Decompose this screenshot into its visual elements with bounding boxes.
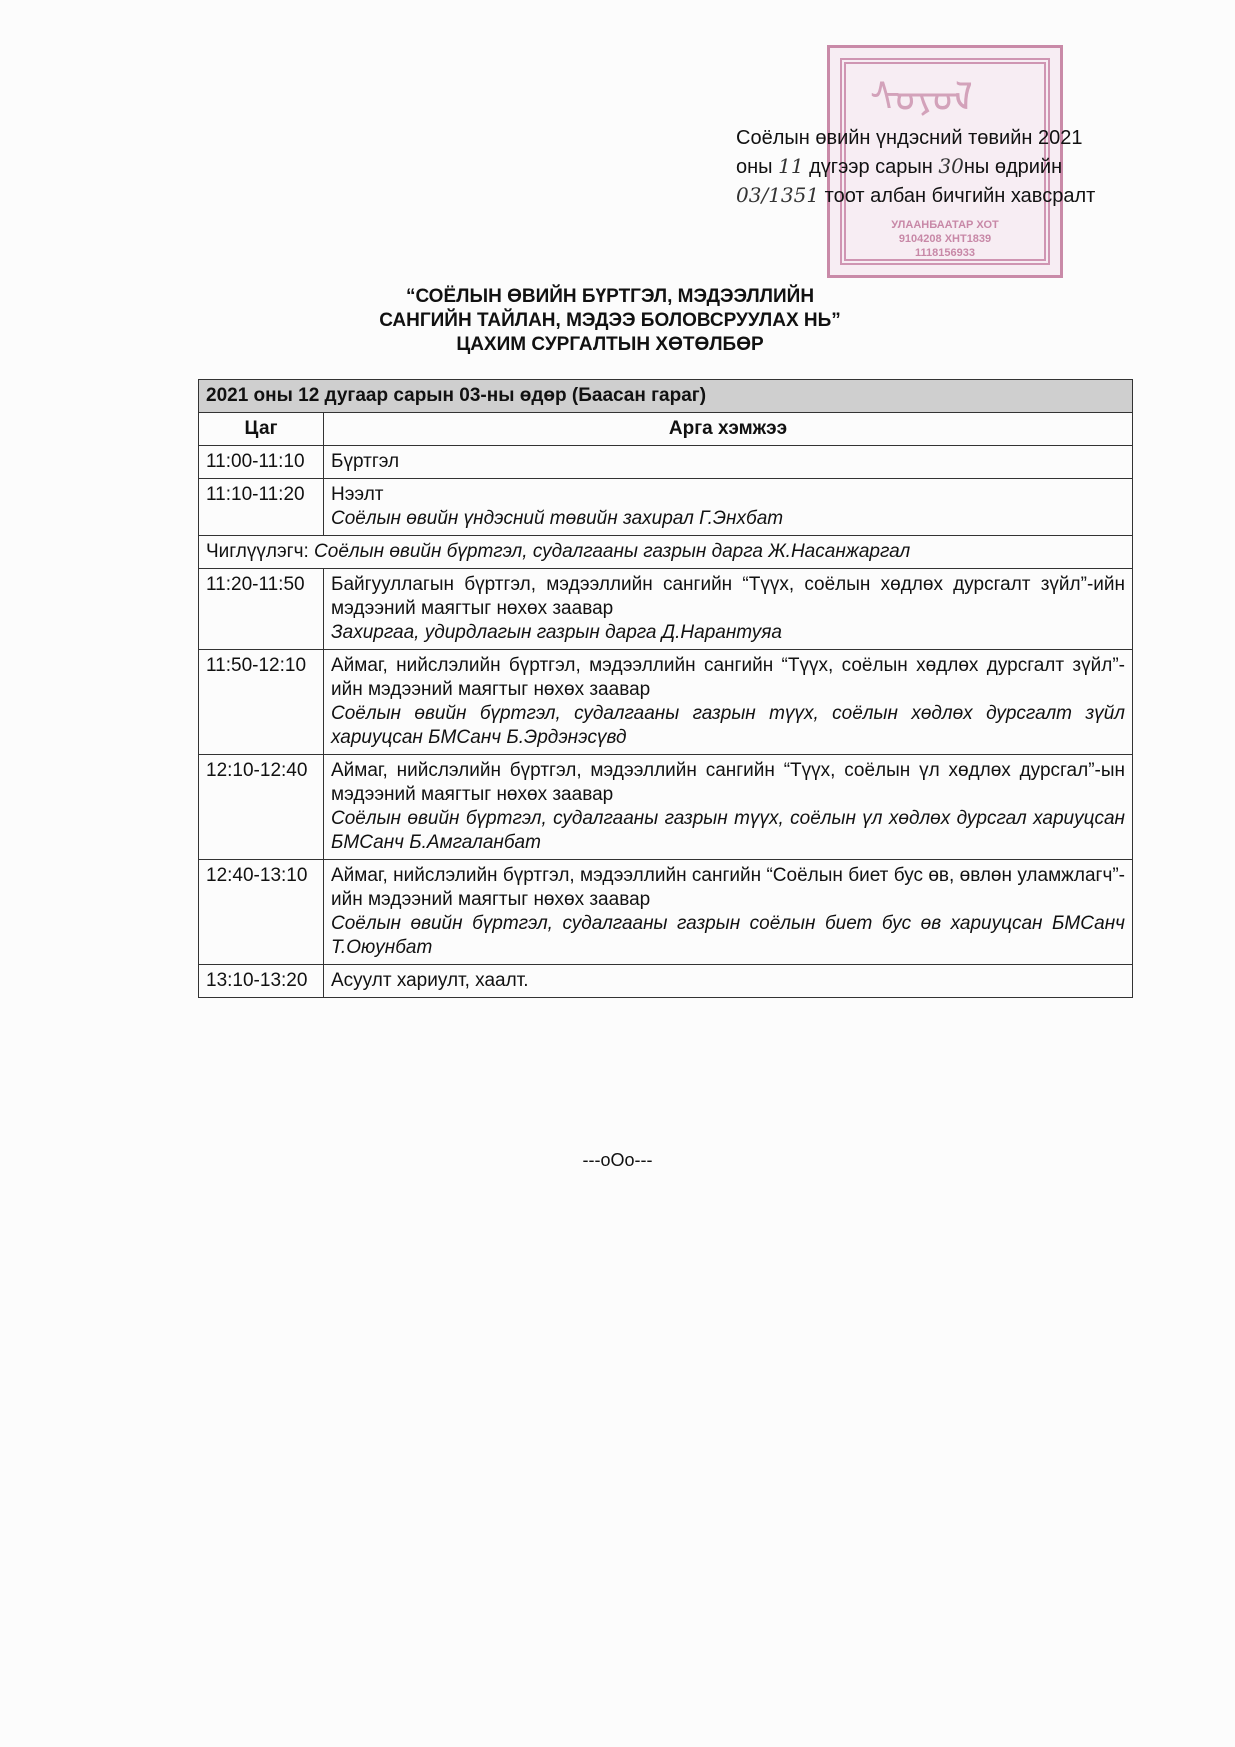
- row-time: 12:40-13:10: [199, 860, 324, 965]
- column-header-row: [199, 413, 1133, 446]
- handwritten-month: 11: [778, 154, 804, 178]
- attachment-note: [736, 124, 1156, 210]
- row-time: 13:10-13:20: [199, 965, 324, 998]
- table-row: [199, 446, 1133, 479]
- table-row: [199, 965, 1133, 998]
- activity-speaker: Соёлын өвийн бүртгэл, судалгааны газрын соёлын биет бус өв хариуцсан БМСанч Т.Оюунбат: [331, 913, 1125, 958]
- row-time: 11:00-11:10: [199, 446, 324, 479]
- row-time: 12:10-12:40: [199, 755, 324, 860]
- stamp-line-reg: 9104208 ХНТ1839: [898, 233, 992, 245]
- activity-speaker: Соёлын өвийн үндэсний төвийн захирал Г.Энхбат: [331, 508, 784, 529]
- table-row: [199, 860, 1133, 965]
- activity-title: Нээлт: [331, 484, 384, 505]
- column-header-activity: Арга хэмжээ: [324, 413, 1133, 446]
- note-text: ны өдрийн: [963, 156, 1063, 178]
- row-time: 11:10-11:20: [199, 479, 324, 536]
- stamp-line-id: 1118156933: [915, 247, 975, 259]
- activity-speaker: Захиргаа, удирдлагын газрын дарга Д.Нарантуяа: [331, 622, 782, 643]
- stamp-mongol-script: ᠰᠣᠶᠣᠯ: [870, 75, 973, 121]
- moderator-row: [199, 536, 1133, 569]
- row-activity: [324, 755, 1133, 860]
- moderator-cell: [199, 536, 1133, 569]
- table-row: [199, 479, 1133, 536]
- handwritten-letter-number: 03/1351: [736, 183, 820, 207]
- table-row: [199, 569, 1133, 650]
- schedule-table: [198, 379, 1133, 998]
- table-row: [199, 755, 1133, 860]
- note-line-2: [736, 152, 1156, 181]
- note-text: оны: [736, 156, 779, 178]
- title-line-2: САНГИЙН ТАЙЛАН, МЭДЭЭ БОЛОВСРУУЛАХ НЬ”: [379, 310, 841, 331]
- title-line-1: “СОЁЛЫН ӨВИЙН БҮРТГЭЛ, МЭДЭЭЛЛИЙН: [405, 286, 815, 307]
- row-activity: [324, 479, 1133, 536]
- activity-title: Аймаг, нийслэлийн бүртгэл, мэдээллийн сангийн “Түүх, соёлын үл хөдлөх дурсгал”-ын мэдээний маягтыг нөхөх заавар: [331, 760, 1125, 805]
- document-title: [240, 285, 980, 357]
- table-row: [199, 650, 1133, 755]
- activity-title: Байгууллагын бүртгэл, мэдээллийн сангийн “Түүх, соёлын хөдлөх дурсгалт зүйл”-ийн мэдээний маягтыг нөхөх заавар: [331, 574, 1125, 619]
- activity-title: Асуулт хариулт, хаалт.: [331, 970, 529, 991]
- row-time: 11:50-12:10: [199, 650, 324, 755]
- activity-title: Бүртгэл: [331, 451, 400, 472]
- day-label: 2021 оны 12 дугаар сарын 03-ны өдөр (Баасан гараг): [199, 380, 1133, 413]
- activity-speaker: Соёлын өвийн бүртгэл, судалгааны газрын түүх, соёлын хөдлөх дурсгалт зүйл хариуцсан БМСанч Б.Эрдэнэсүвд: [331, 703, 1125, 748]
- row-time: 11:20-11:50: [199, 569, 324, 650]
- row-activity: [324, 650, 1133, 755]
- row-activity: [324, 860, 1133, 965]
- note-line-1: Соёлын өвийн үндэсний төвийн 2021: [736, 127, 1083, 149]
- day-header-row: [199, 380, 1133, 413]
- activity-title: Аймаг, нийслэлийн бүртгэл, мэдээллийн сангийн “Түүх, соёлын хөдлөх дурсгалт зүйл”-ийн мэдээний маягтыг нөхөх заавар: [331, 655, 1125, 700]
- note-text: тоот албан бичгийн хавсралт: [819, 185, 1096, 207]
- activity-speaker: Соёлын өвийн бүртгэл, судалгааны газрын түүх, соёлын үл хөдлөх дурсгал хариуцсан БМСанч Б.Амгаланбат: [331, 808, 1125, 853]
- row-activity: [324, 446, 1133, 479]
- moderator-name: Соёлын өвийн бүртгэл, судалгааны газрын дарга Ж.Насанжаргал: [314, 541, 911, 562]
- note-line-3: [736, 181, 1156, 210]
- stamp-line-city: УЛААНБААТАР ХОТ: [891, 219, 999, 231]
- moderator-label: Чиглүүлэгч:: [206, 541, 315, 562]
- title-line-3: ЦАХИМ СУРГАЛТЫН ХӨТӨЛБӨР: [456, 334, 764, 355]
- row-activity: [324, 569, 1133, 650]
- document-end-mark: ---oOo---: [582, 1150, 653, 1170]
- handwritten-day: 30: [938, 154, 964, 178]
- column-header-time: Цаг: [199, 413, 324, 446]
- activity-title: Аймаг, нийслэлийн бүртгэл, мэдээллийн сангийн “Соёлын биет бус өв, өвлөн уламжлагч”-ийн мэдээний маягтыг нөхөх заавар: [331, 865, 1125, 910]
- row-activity: [324, 965, 1133, 998]
- stamp-text: [830, 218, 1060, 260]
- note-text: дүгээр сарын: [803, 156, 939, 178]
